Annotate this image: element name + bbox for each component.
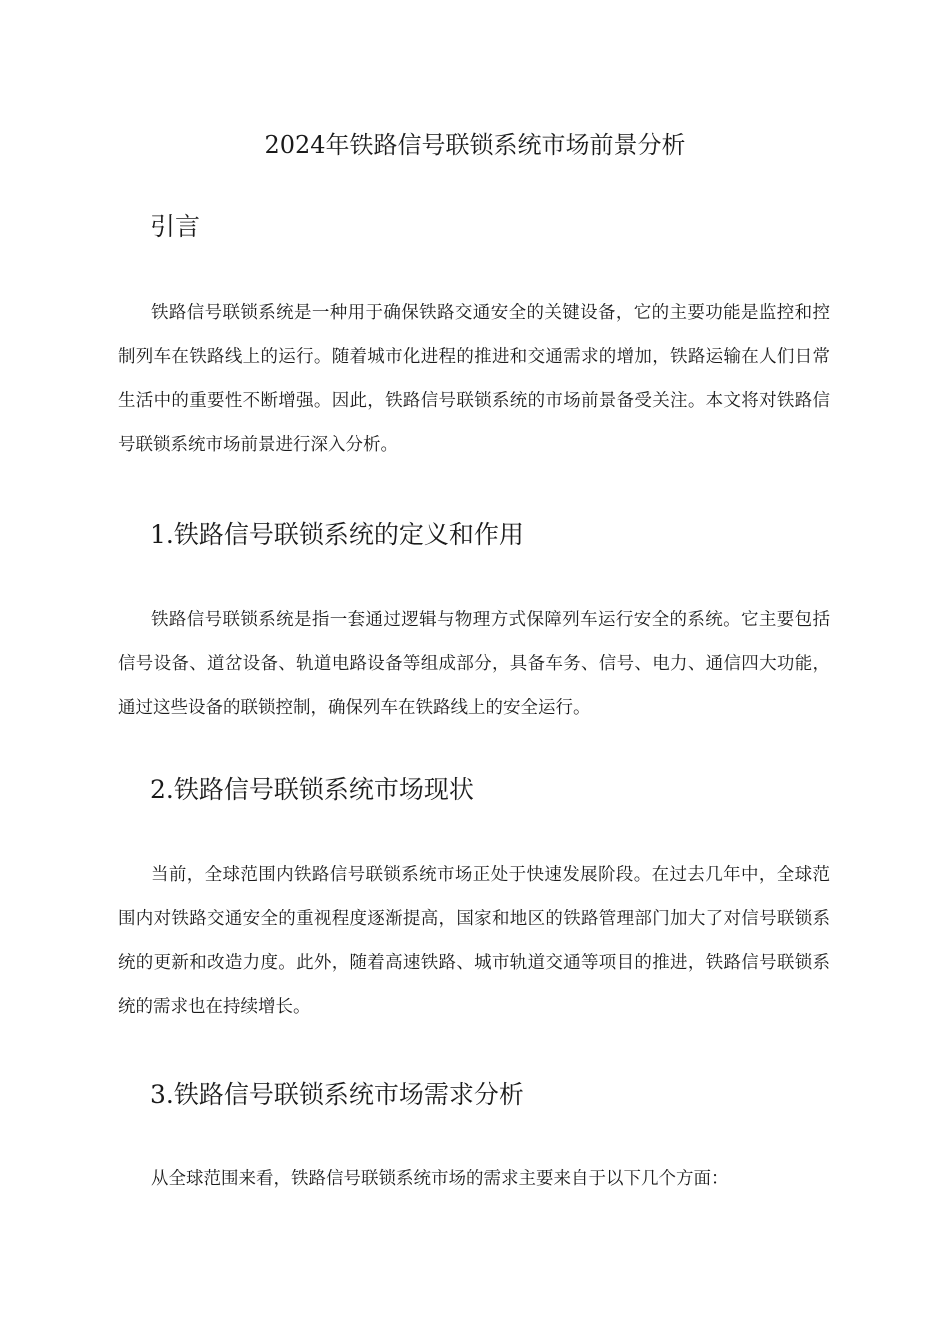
section-heading-market-status: 2.铁路信号联锁系统市场现状 — [150, 775, 474, 804]
section-paragraph-market-status: 当前，全球范围内铁路信号联锁系统市场正处于快速发展阶段。在过去几年中，全球范围内对铁路交通安全的重视程度逐渐提高，国家和地区的铁路管理部门加大了对信号联锁系统的更新和改造力度。此外，随着高速铁路、城市轨道交通等项目的推进，铁路信号联锁系统的需求也在持续增长。 — [118, 865, 830, 1017]
section-paragraph-demand-analysis: 从全球范围来看，铁路信号联锁系统市场的需求主要来自于以下几个方面： — [151, 1169, 729, 1189]
document-title: 2024年铁路信号联锁系统市场前景分析 — [264, 131, 686, 159]
section-heading-demand-analysis: 3.铁路信号联锁系统市场需求分析 — [150, 1080, 524, 1109]
section-heading-intro: 引言 — [150, 212, 201, 241]
section-paragraph-definition: 铁路信号联锁系统是指一套通过逻辑与物理方式保障列车运行安全的系统。它主要包括信号设备、道岔设备、轨道电路设备等组成部分，具备车务、信号、电力、通信四大功能，通过这些设备的联锁控制，确保列车在铁路线上的安全运行。 — [118, 610, 830, 718]
section-paragraph-intro: 铁路信号联锁系统是一种用于确保铁路交通安全的关键设备，它的主要功能是监控和控制列车在铁路线上的运行。随着城市化进程的推进和交通需求的增加，铁路运输在人们日常生活中的重要性不断增强。因此，铁路信号联锁系统的市场前景备受关注。本文将对铁路信号联锁系统市场前景进行深入分析。 — [118, 303, 830, 455]
section-heading-definition: 1.铁路信号联锁系统的定义和作用 — [150, 520, 524, 549]
